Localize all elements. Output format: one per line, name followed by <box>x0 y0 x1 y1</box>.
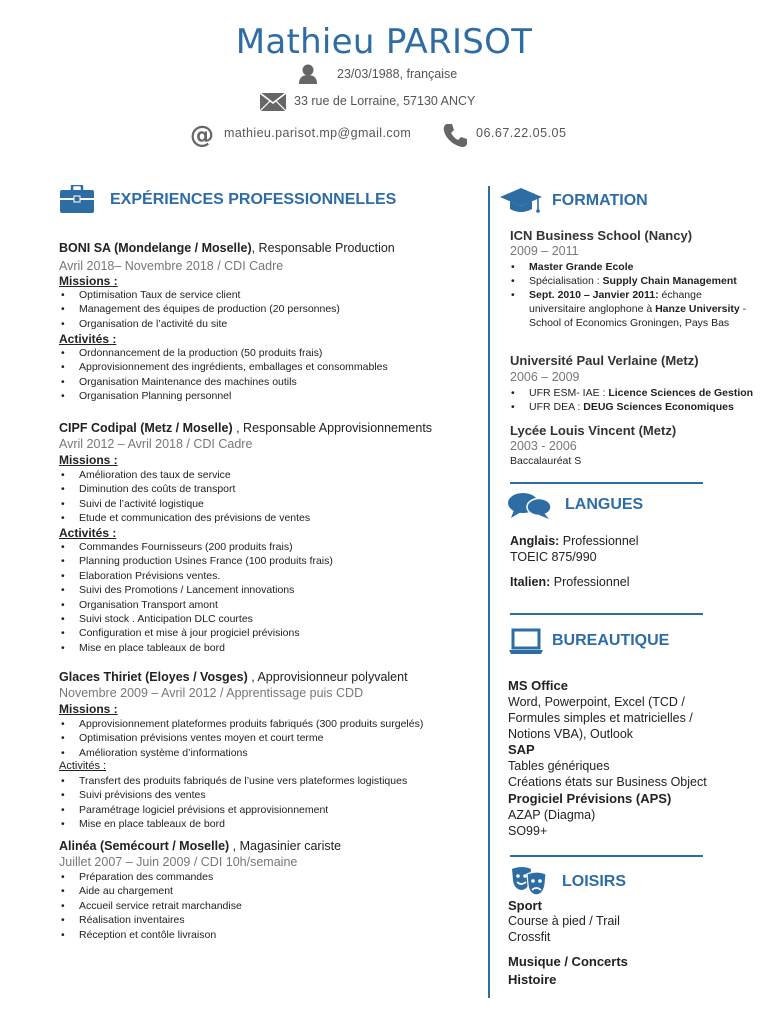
ms-office-line: Formules simples et matricielles / <box>508 711 693 725</box>
job-3-missions <box>59 717 423 760</box>
list-item: • Mise en place tableaux de bord <box>59 817 407 831</box>
list-item: • Spécialisation : Supply Chain Management <box>510 274 760 288</box>
list-item: • Organisation Maintenance des machines outils <box>59 375 388 389</box>
school-3-note: Baccalauréat S <box>510 455 582 467</box>
school-1-details <box>510 260 760 330</box>
ms-office-title: MS Office <box>508 678 568 693</box>
list-item: • Diminution des coûts de transport <box>59 482 310 496</box>
list-item: • Amélioration système d’informations <box>59 746 423 760</box>
aps-line: SO99+ <box>508 824 548 838</box>
job-3-header: Glaces Thiriet (Eloyes / Vosges) , Approvisionneur polyvalent <box>59 670 408 684</box>
sap-line: Créations états sur Business Object <box>508 775 707 789</box>
school-1-date: 2009 – 2011 <box>510 244 579 258</box>
list-item: • Approvisionnement plateformes produits fabriqués (300 produits surgelés) <box>59 717 423 731</box>
list-item: • UFR ESM- IAE : Licence Sciences de Gestion <box>510 386 765 400</box>
list-item: • Réalisation inventaires <box>59 913 242 927</box>
job-1-activities <box>59 346 388 404</box>
list-item: • Mise en place tableaux de bord <box>59 641 333 655</box>
sport-title: Sport <box>508 898 542 913</box>
school-3-name: Lycée Louis Vincent (Metz) <box>510 423 677 438</box>
job-1-missions <box>59 288 340 331</box>
language-english: Anglais: Professionnel <box>510 534 639 548</box>
toeic-score: TOEIC 875/990 <box>510 550 597 564</box>
list-item: • Configuration et mise à jour progiciel prévisions <box>59 626 333 640</box>
list-item: • Paramétrage logiciel prévisions et approvisionnement <box>59 803 407 817</box>
list-item: • Aide au chargement <box>59 884 242 898</box>
email[interactable]: mathieu.parisot.mp@gmail.com <box>224 126 412 140</box>
phone-icon <box>442 122 468 148</box>
speech-bubbles-icon <box>508 492 552 520</box>
job-2-activities-label: Activités : <box>59 526 117 540</box>
laptop-icon <box>508 628 544 656</box>
candidate-name: Mathieu PARISOT <box>235 22 533 62</box>
list-item: • Optimisation prévisions ventes moyen et court terme <box>59 731 423 745</box>
music-title: Musique / Concerts <box>508 954 628 969</box>
job-4-header: Alinéa (Semécourt / Moselle) , Magasinier cariste <box>59 839 342 853</box>
job-3-missions-label: Missions : <box>59 702 118 716</box>
job-2-missions <box>59 468 310 526</box>
job-3-activities <box>59 774 407 832</box>
phone[interactable]: 06.67.22.05.05 <box>476 126 567 140</box>
briefcase-icon <box>60 185 94 213</box>
divider <box>510 482 703 484</box>
birth-info: 23/03/1988, française <box>337 67 458 81</box>
job-1-missions-label: Missions : <box>59 274 118 288</box>
theater-masks-icon <box>511 866 547 896</box>
list-item: • Optimisation Taux de service client <box>59 288 340 302</box>
divider <box>510 613 703 615</box>
job-3-activities-label: Activités : <box>59 760 107 772</box>
aps-title: Progiciel Prévisions (APS) <box>508 791 672 806</box>
list-item: • Management des équipes de production (20 personnes) <box>59 302 340 316</box>
job-2-missions-label: Missions : <box>59 453 118 467</box>
job-2-activities <box>59 540 333 655</box>
list-item: • Commandes Fournisseurs (200 produits frais) <box>59 540 333 554</box>
list-item: • Organisation Planning personnel <box>59 389 388 403</box>
sap-title: SAP <box>508 742 535 757</box>
list-item: • Suivi de l’activité logistique <box>59 497 310 511</box>
loisirs-title: LOISIRS <box>562 873 627 890</box>
list-item: • Transfert des produits fabriqués de l’usine vers plateformes logistiques <box>59 774 407 788</box>
person-icon <box>298 63 318 85</box>
job-4-date: Juillet 2007 – Juin 2009 / CDI 10h/semaine <box>59 855 298 869</box>
list-item: • Approvisionnement des ingrédients, emballages et consommables <box>59 360 388 374</box>
job-1-date: Avril 2018– Novembre 2018 / CDI Cadre <box>59 259 284 273</box>
list-item: • Ordonnancement de la production (50 produits frais) <box>59 346 388 360</box>
at-sign-icon <box>190 123 214 147</box>
ms-office-line: Notions VBA), Outlook <box>508 727 634 741</box>
sap-line: Tables génériques <box>508 759 610 773</box>
job-1-activities-label: Activités : <box>59 332 117 346</box>
language-italian: Italien: Professionnel <box>510 575 630 589</box>
aps-line: AZAP (Diagma) <box>508 808 596 822</box>
experience-title: EXPÉRIENCES PROFESSIONNELLES <box>110 191 397 208</box>
list-item: • Etude et communication des prévisions de ventes <box>59 511 310 525</box>
list-item: • Préparation des commandes <box>59 870 242 884</box>
langues-title: LANGUES <box>565 496 644 513</box>
job-2-header: CIPF Codipal (Metz / Moselle) , Responsable Approvisionnements <box>59 421 433 435</box>
list-item: • Organisation de l’activité du site <box>59 317 340 331</box>
address: 33 rue de Lorraine, 57130 ANCY <box>294 94 476 108</box>
list-item: • Suivi des Promotions / Lancement innovations <box>59 583 333 597</box>
bureautique-title: BUREAUTIQUE <box>552 632 670 649</box>
divider <box>510 855 703 857</box>
sport-line: Course à pied / Trail <box>508 914 620 928</box>
school-2-name: Université Paul Verlaine (Metz) <box>510 353 699 368</box>
list-item: • Sept. 2010 – Janvier 2011: échange universitaire anglophone à Hanze University - School of Economics Groningen, Pays Bas <box>510 288 760 330</box>
job-4-missions <box>59 870 242 942</box>
job-1-header: BONI SA (Mondelange / Moselle), Responsable Production <box>59 241 395 255</box>
list-item: • Accueil service retrait marchandise <box>59 899 242 913</box>
ms-office-line: Word, Powerpoint, Excel (TCD / <box>508 695 685 709</box>
school-2-date: 2006 – 2009 <box>510 370 580 384</box>
formation-title: FORMATION <box>552 192 648 209</box>
list-item: • Réception et contôle livraison <box>59 928 242 942</box>
list-item: • UFR DEA : DEUG Sciences Economiques <box>510 400 765 414</box>
svg-text:@: @ <box>190 123 214 147</box>
column-divider <box>488 186 490 998</box>
list-item: • Suivi stock . Anticipation DLC courtes <box>59 612 333 626</box>
school-3-date: 2003 - 2006 <box>510 439 577 453</box>
job-3-date: Novembre 2009 – Avril 2012 / Apprentissage puis CDD <box>59 686 364 700</box>
history: Histoire <box>508 972 557 987</box>
sport-line: Crossfit <box>508 930 551 944</box>
list-item: • Organisation Transport amont <box>59 598 333 612</box>
school-1-name: ICN Business School (Nancy) <box>510 228 693 243</box>
list-item: • Planning production Usines France (100 produits frais) <box>59 554 333 568</box>
list-item: • Amélioration des taux de service <box>59 468 310 482</box>
envelope-icon <box>260 93 286 111</box>
school-2-details <box>510 386 765 414</box>
graduation-cap-icon <box>500 188 542 216</box>
list-item: • Elaboration Prévisions ventes. <box>59 569 333 583</box>
job-2-date: Avril 2012 – Avril 2018 / CDI Cadre <box>59 437 253 451</box>
list-item: • Suivi prévisions des ventes <box>59 788 407 802</box>
list-item: • Master Grande Ecole <box>510 260 760 274</box>
